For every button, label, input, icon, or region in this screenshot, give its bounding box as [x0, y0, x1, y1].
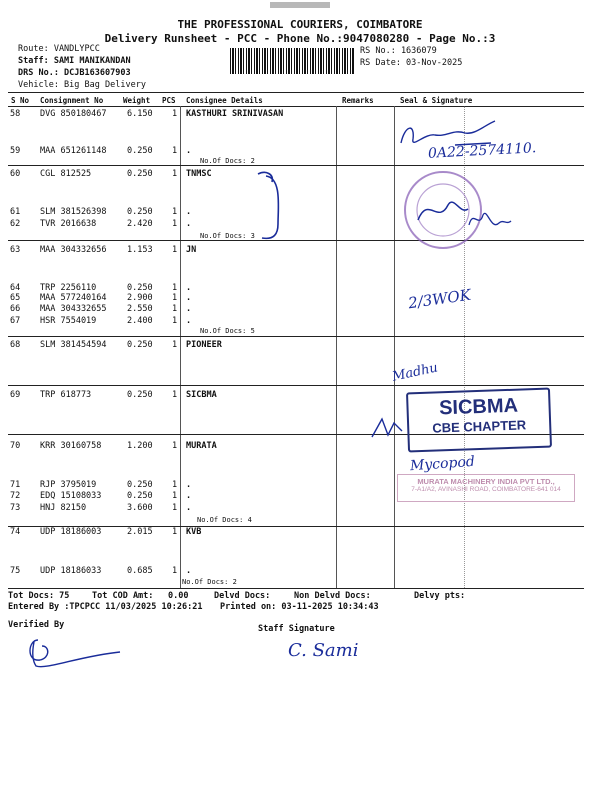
col-pcs: PCS — [162, 96, 176, 105]
row-pcs: 1 — [172, 109, 178, 119]
row-sno: 59 — [10, 146, 21, 156]
signature-tnmsc — [465, 205, 515, 235]
row-pcs: 1 — [172, 527, 178, 537]
grid-vline-remarks — [336, 106, 337, 588]
sicbma-stamp-line2: CBE CHAPTER — [432, 417, 527, 436]
verified-by: Verified By — [8, 620, 65, 630]
col-seal-signature: Seal & Signature — [400, 96, 473, 105]
row-consignment-no: MAA 304332655 — [40, 304, 107, 314]
group-rule-1 — [8, 165, 584, 166]
row-sno: 62 — [10, 219, 21, 229]
row-consignment-no: HNJ 82150 — [40, 503, 87, 513]
verified-signature — [20, 632, 130, 672]
vehicle: Vehicle: Big Bag Delivery — [18, 80, 146, 90]
signature-pioneer: Madhu — [390, 360, 440, 385]
drs-number: DRS No.: DCJB163607903 — [18, 68, 131, 78]
row-consignment-no: RJP 3795019 — [40, 480, 97, 490]
row-pcs: 1 — [172, 441, 178, 451]
row-pcs: 1 — [172, 146, 178, 156]
entered-by: Entered By :TPCPCC 11/03/2025 10:26:21 — [8, 602, 203, 612]
row-sno: 74 — [10, 527, 21, 537]
row-weight: 0.250 — [127, 283, 153, 293]
rs-number: RS No.: 1636079 — [360, 46, 437, 56]
non-delvd-docs: Non Delvd Docs: — [294, 591, 371, 601]
row-pcs: 1 — [172, 390, 178, 400]
header-top-rule — [8, 92, 584, 93]
row-pcs: 1 — [172, 169, 178, 179]
grid-vline-consignee — [180, 106, 181, 588]
row-sno: 67 — [10, 316, 21, 326]
staff-signature: C. Sami — [288, 640, 359, 661]
row-sno: 70 — [10, 441, 21, 451]
row-consignee: . — [186, 146, 192, 156]
murata-stamp — [397, 474, 575, 502]
row-consignee: . — [186, 316, 192, 326]
row-consignment-no: EDQ 15108033 — [40, 491, 102, 501]
printed-on: Printed on: 03-11-2025 10:34:43 — [220, 602, 379, 612]
row-pcs: 1 — [172, 207, 178, 217]
row-weight: 2.015 — [127, 527, 153, 537]
group-rule-2 — [8, 240, 584, 241]
row-consignment-no: HSR 7554019 — [40, 316, 97, 326]
row-weight: 0.250 — [127, 491, 153, 501]
row-weight: 0.250 — [127, 146, 153, 156]
row-consignee: . — [186, 304, 192, 314]
row-pcs: 1 — [172, 219, 178, 229]
row-consignment-no: UDP 18186033 — [40, 566, 102, 576]
handwritten-phone: 0A22-2574110. — [427, 140, 537, 162]
bracket-mark — [252, 168, 292, 248]
row-consignee: . — [186, 480, 192, 490]
tot-cod-label: Tot COD Amt: — [92, 591, 154, 601]
col-weight: Weight — [123, 96, 151, 105]
row-consignee: . — [186, 219, 192, 229]
row-consignee: . — [186, 207, 192, 217]
sicbma-stamp — [406, 388, 552, 453]
row-weight: 0.250 — [127, 390, 153, 400]
rs-date: RS Date: 03-Nov-2025 — [360, 58, 463, 68]
row-pcs: 1 — [172, 304, 178, 314]
row-weight: 1.153 — [127, 245, 153, 255]
row-consignment-no: UDP 18186003 — [40, 527, 102, 537]
row-consignee: JN — [186, 245, 197, 255]
row-pcs: 1 — [172, 566, 178, 576]
row-sno: 58 — [10, 109, 21, 119]
signature-sicbma — [368, 413, 408, 443]
row-sno: 66 — [10, 304, 21, 314]
row-consignment-no: KRR 30160758 — [40, 441, 102, 451]
header-bottom-rule — [8, 106, 584, 107]
row-weight: 0.685 — [127, 566, 153, 576]
row-weight: 2.420 — [127, 219, 153, 229]
row-weight: 1.200 — [127, 441, 153, 451]
runsheet-subtitle: Delivery Runsheet - PCC - Phone No.:9047080280 - Page No.:3 — [104, 32, 496, 45]
company-title: THE PROFESSIONAL COURIERS, COIMBATORE — [177, 18, 423, 31]
signature-group-64: 2/3WOK — [407, 285, 473, 313]
col-consignee: Consignee Details — [186, 96, 263, 105]
row-consignee: KASTHURI SRINIVASAN — [186, 109, 284, 119]
murata-stamp-line2: 7-A1/A2, AVINASHI ROAD, COIMBATORE-641 014 — [411, 486, 561, 493]
row-consignee: SICBMA — [186, 390, 217, 400]
murata-stamp-line1: MURATA MACHINERY INDIA PVT LTD., — [417, 477, 555, 486]
col-remarks: Remarks — [342, 96, 374, 105]
row-consignee: MURATA — [186, 441, 217, 451]
row-sno: 60 — [10, 169, 21, 179]
row-consignment-no: MAA 651261148 — [40, 146, 107, 156]
row-weight: 2.900 — [127, 293, 153, 303]
sicbma-stamp-line1: SICBMA — [438, 394, 519, 420]
row-weight: 2.400 — [127, 316, 153, 326]
row-sno: 73 — [10, 503, 21, 513]
staff-signature-label: Staff Signature — [258, 624, 335, 634]
row-pcs: 1 — [172, 293, 178, 303]
docs-note: No.Of Docs: 4 — [197, 516, 252, 524]
row-consignment-no: MAA 304332656 — [40, 245, 107, 255]
row-consignment-no: DVG 850180467 — [40, 109, 107, 119]
row-sno: 71 — [10, 480, 21, 490]
row-consignment-no: CGL 812525 — [40, 169, 92, 179]
route: Route: VANDLYPCC — [18, 44, 100, 54]
docs-note: No.Of Docs: 2 — [200, 157, 255, 165]
tot-cod-value: 0.00 — [168, 591, 189, 601]
row-pcs: 1 — [172, 283, 178, 293]
col-sno: S No — [11, 96, 30, 105]
row-pcs: 1 — [172, 316, 178, 326]
row-pcs: 1 — [172, 491, 178, 501]
group-rule-3 — [8, 336, 584, 337]
tot-docs: Tot Docs: 75 — [8, 591, 70, 601]
grid-vline-seal — [394, 106, 395, 588]
docs-note: No.Of Docs: 3 — [200, 232, 255, 240]
row-consignment-no: TRP 2256110 — [40, 283, 97, 293]
row-weight: 0.250 — [127, 169, 153, 179]
row-pcs: 1 — [172, 340, 178, 350]
row-consignment-no: TRP 618773 — [40, 390, 92, 400]
row-sno: 63 — [10, 245, 21, 255]
delvy-pts: Delvy pts: — [414, 591, 466, 601]
row-sno: 61 — [10, 207, 21, 217]
row-sno: 75 — [10, 566, 21, 576]
row-pcs: 1 — [172, 245, 178, 255]
row-pcs: 1 — [172, 503, 178, 513]
row-consignment-no: MAA 577240164 — [40, 293, 107, 303]
row-weight: 0.250 — [127, 340, 153, 350]
row-sno: 65 — [10, 293, 21, 303]
row-sno: 69 — [10, 390, 21, 400]
barcode — [230, 48, 354, 74]
row-sno: 72 — [10, 491, 21, 501]
row-weight: 2.550 — [127, 304, 153, 314]
row-consignee: . — [186, 293, 192, 303]
row-consignee: TNMSC — [186, 169, 212, 179]
delvd-docs: Delvd Docs: — [214, 591, 271, 601]
row-consignee: PIONEER — [186, 340, 222, 350]
col-consignment: Consignment No — [40, 96, 104, 105]
row-weight: 0.250 — [127, 480, 153, 490]
docs-note: No.Of Docs: 5 — [200, 327, 255, 335]
row-pcs: 1 — [172, 480, 178, 490]
signature-murata: Mycopod — [409, 453, 476, 475]
row-weight: 6.150 — [127, 109, 153, 119]
table-bottom-rule — [8, 588, 584, 589]
row-consignment-no: TVR 2016638 — [40, 219, 97, 229]
top-scan-mark — [270, 2, 330, 8]
row-consignee: . — [186, 491, 192, 501]
row-consignee: . — [186, 566, 192, 576]
row-consignee: KVB — [186, 527, 202, 537]
row-weight: 0.250 — [127, 207, 153, 217]
row-consignment-no: SLM 381526398 — [40, 207, 107, 217]
row-consignment-no: SLM 381454594 — [40, 340, 107, 350]
staff-name: Staff: SAMI MANIKANDAN — [18, 56, 131, 66]
docs-note: No.Of Docs: 2 — [182, 578, 237, 586]
row-consignee: . — [186, 503, 192, 513]
row-sno: 64 — [10, 283, 21, 293]
row-weight: 3.600 — [127, 503, 153, 513]
row-sno: 68 — [10, 340, 21, 350]
group-rule-4 — [8, 385, 584, 386]
row-consignee: . — [186, 283, 192, 293]
